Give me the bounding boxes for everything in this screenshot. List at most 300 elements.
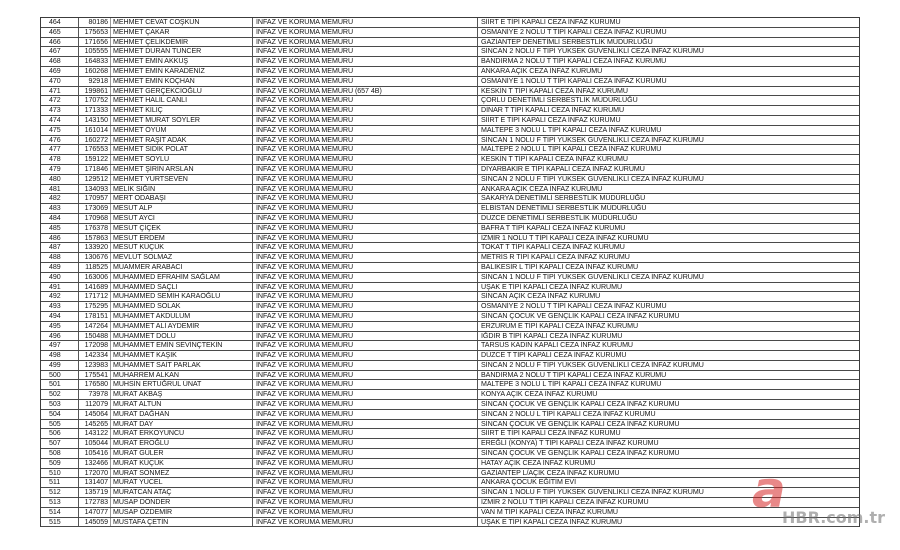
staff-institution: TARSUS KADIN KAPALI CEZA İNFAZ KURUMU	[481, 341, 634, 350]
table-row	[41, 469, 859, 479]
staff-institution: OSMANİYE 2 NOLU T TİPİ KAPALI CEZA İNFAZ KURUMU	[481, 27, 667, 36]
staff-name: MEHMET SIDIK POLAT	[111, 145, 253, 154]
staff-name: MURAT KÜÇÜK	[111, 459, 253, 468]
staff-institution: OSMANİYE 1 NOLU T TİPİ KAPALI CEZA İNFAZ KURUMU	[481, 76, 667, 85]
staff-id: 171656	[79, 38, 111, 47]
staff-id: 176580	[79, 380, 111, 389]
staff-name: MURAT AKBAŞ	[111, 390, 253, 399]
table-row	[41, 361, 859, 371]
staff-title: İNFAZ VE KORUMA MEMURU	[253, 136, 478, 145]
staff-id: 163006	[79, 273, 111, 282]
staff-institution: ANKARA AÇIK CEZA İNFAZ KURUMU	[481, 66, 603, 75]
staff-name: MUHAMMED SOLAK	[111, 302, 253, 311]
staff-name: MURAT SÖNMEZ	[111, 469, 253, 478]
staff-institution: ELBİSTAN DENETİMLİ SERBESTLİK MÜDÜRLÜĞÜ	[481, 204, 647, 213]
row-number: 485	[41, 224, 79, 233]
staff-name: MEHMET HALİL CANLI	[111, 96, 253, 105]
staff-name: MEHMET KILIÇ	[111, 106, 253, 115]
staff-name: MUHAMMET ALİ AYDEMİR	[111, 322, 253, 331]
staff-institution: GAZİANTEP DENETİMLİ SERBESTLİK MÜDÜRLÜĞÜ	[481, 37, 653, 46]
staff-institution: BALIKESİR L TİPİ KAPALI CEZA İNFAZ KURUMU	[481, 262, 639, 271]
staff-id: 142334	[79, 351, 111, 360]
staff-id: 105416	[79, 449, 111, 458]
staff-institution: SİNCAN 1 NOLU F TİPİ YÜKSEK GÜVENLİKLİ CEZA İNFAZ KURUMU	[481, 272, 704, 281]
staff-name: MELİK SIĞIN	[111, 185, 253, 194]
staff-name: MUHARREM ALKAN	[111, 371, 253, 380]
watermark-logo-mark: a	[752, 461, 786, 519]
row-number: 466	[41, 38, 79, 47]
staff-id: 147077	[79, 508, 111, 517]
row-number: 505	[41, 420, 79, 429]
staff-institution: SAKARYA DENETİMLİ SERBESTLİK MÜDÜRLÜĞÜ	[481, 194, 646, 203]
staff-institution: EREĞLİ (KONYA) T TİPİ KAPALI CEZA İNFAZ KURUMU	[481, 439, 659, 448]
row-number: 491	[41, 283, 79, 292]
row-number: 511	[41, 478, 79, 487]
table-row	[41, 47, 859, 57]
staff-title: İNFAZ VE KORUMA MEMURU	[253, 96, 478, 105]
staff-id: 141689	[79, 283, 111, 292]
staff-id: 170957	[79, 194, 111, 203]
staff-name: MEHMET ÇELİKDEMİR	[111, 38, 253, 47]
staff-name: MUHAMMED EFRAHİM SAĞLAM	[111, 273, 253, 282]
staff-institution: HATAY AÇIK CEZA İNFAZ KURUMU	[481, 458, 596, 467]
staff-title: İNFAZ VE KORUMA MEMURU	[253, 283, 478, 292]
row-number: 478	[41, 155, 79, 164]
staff-title: İNFAZ VE KORUMA MEMURU	[253, 57, 478, 66]
staff-title: İNFAZ VE KORUMA MEMURU	[253, 371, 478, 380]
staff-institution: SİNCAN ÇOCUK VE GENÇLİK KAPALI CEZA İNFAZ KURUMU	[481, 419, 680, 428]
staff-id: 160268	[79, 67, 111, 76]
staff-name: MURAT YÜCEL	[111, 478, 253, 487]
staff-institution: BAFRA T TİPİ KAPALI CEZA İNFAZ KURUMU	[481, 223, 626, 232]
staff-id: 129512	[79, 175, 111, 184]
table-row	[41, 439, 859, 449]
staff-name: MEHMET EMİN AKKUŞ	[111, 57, 253, 66]
staff-title: İNFAZ VE KORUMA MEMURU	[253, 302, 478, 311]
row-number: 465	[41, 28, 79, 37]
table-row	[41, 302, 859, 312]
row-number: 492	[41, 292, 79, 301]
staff-name: MUSAP DÖNDER	[111, 498, 253, 507]
staff-institution: SİNCAN 1 NOLU F TİPİ YÜKSEK GÜVENLİKLİ CEZA İNFAZ KURUMU	[481, 135, 704, 144]
staff-name: MURAT GÜLER	[111, 449, 253, 458]
staff-name: MESUT ERDEM	[111, 234, 253, 243]
staff-name: MUHAMMED SEMİH KARAOĞLU	[111, 292, 253, 301]
staff-name: MUHSİN ERTUĞRUL ÜNAT	[111, 380, 253, 389]
table-row	[41, 263, 859, 273]
staff-title: İNFAZ VE KORUMA MEMURU	[253, 322, 478, 331]
row-number: 510	[41, 469, 79, 478]
row-number: 502	[41, 390, 79, 399]
staff-name: MUHAMMET SAİT PARLAK	[111, 361, 253, 370]
staff-institution: SİNCAN 2 NOLU L TİPİ KAPALI CEZA İNFAZ KURUMU	[481, 409, 656, 418]
staff-title: İNFAZ VE KORUMA MEMURU	[253, 234, 478, 243]
table-row	[41, 371, 859, 381]
staff-title: İNFAZ VE KORUMA MEMURU	[253, 351, 478, 360]
staff-institution: OSMANİYE 2 NOLU T TİPİ KAPALI CEZA İNFAZ KURUMU	[481, 302, 667, 311]
staff-id: 145059	[79, 518, 111, 527]
row-number: 493	[41, 302, 79, 311]
personnel-table	[40, 17, 860, 527]
staff-id: 175295	[79, 302, 111, 311]
staff-institution: IĞDIR B TİPİ KAPALI CEZA İNFAZ KURUMU	[481, 331, 623, 340]
staff-id: 172783	[79, 498, 111, 507]
staff-title: İNFAZ VE KORUMA MEMURU (657 4B)	[253, 87, 478, 96]
table-row	[41, 185, 859, 195]
staff-institution: GAZİANTEP L/AÇIK CEZA İNFAZ KURUMU	[481, 468, 620, 477]
staff-name: MURATCAN ATAÇ	[111, 488, 253, 497]
table-row	[41, 87, 859, 97]
staff-name: MUSTAFA ÇETİN	[111, 518, 253, 527]
staff-id: 105044	[79, 439, 111, 448]
staff-title: İNFAZ VE KORUMA MEMURU	[253, 400, 478, 409]
staff-name: MEHMET YURTSEVEN	[111, 175, 253, 184]
table-row	[41, 155, 859, 165]
staff-institution: SİNCAN 2 NOLU F TİPİ YÜKSEK GÜVENLİKLİ CEZA İNFAZ KURUMU	[481, 360, 704, 369]
staff-title: İNFAZ VE KORUMA MEMURU	[253, 224, 478, 233]
table-row	[41, 194, 859, 204]
staff-institution: SİİRT E TİPİ KAPALI CEZA İNFAZ KURUMU	[481, 115, 621, 124]
staff-institution: SİİRT E TİPİ KAPALI CEZA İNFAZ KURUMU	[481, 429, 621, 438]
row-number: 476	[41, 136, 79, 145]
table-row	[41, 165, 859, 175]
staff-id: 173069	[79, 204, 111, 213]
staff-institution: DÜZCE DENETİMLİ SERBESTLİK MÜDÜRLÜĞÜ	[481, 213, 638, 222]
table-row	[41, 28, 859, 38]
row-number: 483	[41, 204, 79, 213]
staff-name: MEHMET EMİN KOÇHAN	[111, 77, 253, 86]
staff-title: İNFAZ VE KORUMA MEMURU	[253, 253, 478, 262]
staff-id: 73978	[79, 390, 111, 399]
staff-name: MEHMET MURAT SÖYLER	[111, 116, 253, 125]
staff-institution: KESKİN T TİPİ KAPALI CEZA İNFAZ KURUMU	[481, 155, 628, 164]
staff-institution: ANKARA ÇOCUK EĞİTİM EVİ	[481, 478, 577, 487]
staff-id: 171712	[79, 292, 111, 301]
staff-name: MEHMET ÖYÜM	[111, 126, 253, 135]
staff-title: İNFAZ VE KORUMA MEMURU	[253, 312, 478, 321]
staff-id: 150488	[79, 332, 111, 341]
staff-title: İNFAZ VE KORUMA MEMURU	[253, 155, 478, 164]
staff-id: 175653	[79, 28, 111, 37]
staff-name: MERT ODABAŞI	[111, 194, 253, 203]
row-number: 482	[41, 194, 79, 203]
staff-name: MEHMET GERÇEKCİOĞLU	[111, 87, 253, 96]
row-number: 475	[41, 126, 79, 135]
staff-institution: UŞAK E TİPİ KAPALI CEZA İNFAZ KURUMU	[481, 282, 623, 291]
staff-institution: MALTEPE 2 NOLU L TİPİ KAPALI CEZA İNFAZ KURUMU	[481, 145, 662, 154]
staff-id: 80186	[79, 18, 111, 27]
staff-name: MURAT ERKOYUNCU	[111, 429, 253, 438]
staff-name: MUHAMMET KAŞIK	[111, 351, 253, 360]
staff-title: İNFAZ VE KORUMA MEMURU	[253, 469, 478, 478]
staff-title: İNFAZ VE KORUMA MEMURU	[253, 518, 478, 527]
row-number: 464	[41, 18, 79, 27]
staff-name: MEHMET SOYLU	[111, 155, 253, 164]
staff-title: İNFAZ VE KORUMA MEMURU	[253, 106, 478, 115]
staff-institution: DÜZCE T TİPİ KAPALI CEZA İNFAZ KURUMU	[481, 351, 627, 360]
staff-name: MESUT ALP	[111, 204, 253, 213]
staff-institution: BANDIRMA 2 NOLU T TİPİ KAPALI CEZA İNFAZ KURUMU	[481, 370, 667, 379]
staff-title: İNFAZ VE KORUMA MEMURU	[253, 380, 478, 389]
staff-institution: METRİS R TİPİ KAPALI CEZA İNFAZ KURUMU	[481, 253, 630, 262]
staff-title: İNFAZ VE KORUMA MEMURU	[253, 273, 478, 282]
staff-name: MUHAMMED SAÇLI	[111, 283, 253, 292]
staff-title: İNFAZ VE KORUMA MEMURU	[253, 449, 478, 458]
staff-id: 175541	[79, 371, 111, 380]
staff-institution: ÇORLU DENETİMLİ SERBESTLİK MÜDÜRLÜĞÜ	[481, 96, 638, 105]
table-row	[41, 410, 859, 420]
staff-id: 134093	[79, 185, 111, 194]
row-number: 473	[41, 106, 79, 115]
staff-name: MUAMMER ARABACI	[111, 263, 253, 272]
staff-title: İNFAZ VE KORUMA MEMURU	[253, 292, 478, 301]
table-row	[41, 518, 859, 528]
staff-title: İNFAZ VE KORUMA MEMURU	[253, 145, 478, 154]
row-number: 489	[41, 263, 79, 272]
row-number: 480	[41, 175, 79, 184]
table-row	[41, 214, 859, 224]
table-row	[41, 322, 859, 332]
staff-institution: TOKAT T TİPİ KAPALI CEZA İNFAZ KURUMU	[481, 243, 625, 252]
row-number: 499	[41, 361, 79, 370]
staff-name: MUHAMMET EMİN SEVİNÇTEKİN	[111, 341, 253, 350]
table-row	[41, 77, 859, 87]
staff-title: İNFAZ VE KORUMA MEMURU	[253, 116, 478, 125]
staff-title: İNFAZ VE KORUMA MEMURU	[253, 390, 478, 399]
staff-id: 92918	[79, 77, 111, 86]
row-number: 471	[41, 87, 79, 96]
staff-name: MUHAMMET AKDULUM	[111, 312, 253, 321]
table-row	[41, 175, 859, 185]
table-row	[41, 204, 859, 214]
staff-institution: DİYARBAKIR E TİPİ KAPALI CEZA İNFAZ KURUMU	[481, 164, 645, 173]
staff-id: 172070	[79, 469, 111, 478]
staff-title: İNFAZ VE KORUMA MEMURU	[253, 126, 478, 135]
table-row	[41, 332, 859, 342]
row-number: 469	[41, 67, 79, 76]
row-number: 513	[41, 498, 79, 507]
row-number: 496	[41, 332, 79, 341]
table-row	[41, 106, 859, 116]
staff-id: 170752	[79, 96, 111, 105]
staff-institution: UŞAK E TİPİ KAPALI CEZA İNFAZ KURUMU	[481, 517, 623, 526]
table-row	[41, 136, 859, 146]
staff-id: 172098	[79, 341, 111, 350]
staff-id: 176553	[79, 145, 111, 154]
staff-name: MESUT AYCI	[111, 214, 253, 223]
table-row	[41, 488, 859, 498]
table-row	[41, 498, 859, 508]
staff-name: MESUT ÇİÇEK	[111, 224, 253, 233]
table-row	[41, 116, 859, 126]
row-number: 470	[41, 77, 79, 86]
staff-title: İNFAZ VE KORUMA MEMURU	[253, 488, 478, 497]
staff-id: 145265	[79, 420, 111, 429]
staff-institution: SİNCAN AÇIK CEZA İNFAZ KURUMU	[481, 292, 601, 301]
staff-name: MURAT DAY	[111, 420, 253, 429]
staff-title: İNFAZ VE KORUMA MEMURU	[253, 67, 478, 76]
row-number: 515	[41, 518, 79, 527]
staff-title: İNFAZ VE KORUMA MEMURU	[253, 204, 478, 213]
staff-name: MEHMET EMİN KARADENİZ	[111, 67, 253, 76]
row-number: 497	[41, 341, 79, 350]
staff-name: MUHAMMET DOLU	[111, 332, 253, 341]
row-number: 506	[41, 429, 79, 438]
row-number: 498	[41, 351, 79, 360]
row-number: 477	[41, 145, 79, 154]
staff-id: 118525	[79, 263, 111, 272]
staff-title: İNFAZ VE KORUMA MEMURU	[253, 185, 478, 194]
table-row	[41, 429, 859, 439]
staff-title: İNFAZ VE KORUMA MEMURU	[253, 341, 478, 350]
row-number: 500	[41, 371, 79, 380]
table-row	[41, 449, 859, 459]
staff-title: İNFAZ VE KORUMA MEMURU	[253, 498, 478, 507]
staff-name: MEHMET DURAN TUNCER	[111, 47, 253, 56]
table-row	[41, 234, 859, 244]
staff-institution: ANKARA AÇIK CEZA İNFAZ KURUMU	[481, 184, 603, 193]
staff-id: 199861	[79, 87, 111, 96]
staff-name: MURAT DAĞHAN	[111, 410, 253, 419]
staff-title: İNFAZ VE KORUMA MEMURU	[253, 410, 478, 419]
staff-id: 112079	[79, 400, 111, 409]
row-number: 488	[41, 253, 79, 262]
row-number: 490	[41, 273, 79, 282]
staff-institution: KESKİN T TİPİ KAPALI CEZA İNFAZ KURUMU	[481, 86, 628, 95]
staff-institution: KONYA AÇIK CEZA İNFAZ KURUMU	[481, 390, 598, 399]
row-number: 494	[41, 312, 79, 321]
staff-institution: SİNCAN 1 NOLU F TİPİ YÜKSEK GÜVENLİKLİ CEZA İNFAZ KURUMU	[481, 488, 704, 497]
staff-id: 123983	[79, 361, 111, 370]
staff-institution: SİİRT E TİPİ KAPALI CEZA İNFAZ KURUMU	[481, 18, 621, 26]
staff-id: 176378	[79, 224, 111, 233]
staff-id: 105555	[79, 47, 111, 56]
table-row	[41, 96, 859, 106]
table-row	[41, 341, 859, 351]
table-row	[41, 145, 859, 155]
staff-id: 130676	[79, 253, 111, 262]
staff-institution: İZMİR 2 NOLU T TİPİ KAPALI CEZA İNFAZ KURUMU	[481, 498, 649, 507]
staff-name: MEHMET ŞİRİN ARSLAN	[111, 165, 253, 174]
staff-id: 147264	[79, 322, 111, 331]
row-number: 508	[41, 449, 79, 458]
staff-institution: SİNCAN ÇOCUK VE GENÇLİK KAPALI CEZA İNFAZ KURUMU	[481, 449, 680, 458]
staff-title: İNFAZ VE KORUMA MEMURU	[253, 38, 478, 47]
table-row	[41, 459, 859, 469]
staff-title: İNFAZ VE KORUMA MEMURU	[253, 263, 478, 272]
table-row	[41, 18, 859, 28]
staff-name: MEHMET RAŞİT ADAK	[111, 136, 253, 145]
row-number: 503	[41, 400, 79, 409]
table-row	[41, 478, 859, 488]
row-number: 474	[41, 116, 79, 125]
row-number: 472	[41, 96, 79, 105]
staff-id: 164833	[79, 57, 111, 66]
staff-id: 145064	[79, 410, 111, 419]
staff-institution: SİNCAN ÇOCUK VE GENÇLİK KAPALI CEZA İNFAZ KURUMU	[481, 311, 680, 320]
watermark-text: HBR.com.tr	[782, 508, 886, 527]
staff-id: 157863	[79, 234, 111, 243]
staff-title: İNFAZ VE KORUMA MEMURU	[253, 77, 478, 86]
row-number: 467	[41, 47, 79, 56]
staff-title: İNFAZ VE KORUMA MEMURU	[253, 439, 478, 448]
staff-id: 171333	[79, 106, 111, 115]
staff-name: MURAT EROĞLU	[111, 439, 253, 448]
table-row	[41, 38, 859, 48]
staff-title: İNFAZ VE KORUMA MEMURU	[253, 165, 478, 174]
table-row	[41, 243, 859, 253]
staff-name: MEVLÜT SOLMAZ	[111, 253, 253, 262]
staff-title: İNFAZ VE KORUMA MEMURU	[253, 243, 478, 252]
staff-institution: SİNCAN ÇOCUK VE GENÇLİK KAPALI CEZA İNFAZ KURUMU	[481, 400, 680, 409]
row-number: 507	[41, 439, 79, 448]
row-number: 481	[41, 185, 79, 194]
row-number: 479	[41, 165, 79, 174]
staff-id: 131407	[79, 478, 111, 487]
staff-name: MEHMET ÇAKAR	[111, 28, 253, 37]
staff-id: 170968	[79, 214, 111, 223]
staff-institution: ERZURUM E TİPİ KAPALI CEZA İNFAZ KURUMU	[481, 321, 639, 330]
staff-title: İNFAZ VE KORUMA MEMURU	[253, 175, 478, 184]
staff-title: İNFAZ VE KORUMA MEMURU	[253, 361, 478, 370]
table-row	[41, 283, 859, 293]
staff-title: İNFAZ VE KORUMA MEMURU	[253, 194, 478, 203]
staff-institution: DİNAR T TİPİ KAPALI CEZA İNFAZ KURUMU	[481, 106, 625, 115]
row-number: 514	[41, 508, 79, 517]
staff-institution: SİNCAN 2 NOLU F TİPİ YÜKSEK GÜVENLİKLİ CEZA İNFAZ KURUMU	[481, 174, 704, 183]
staff-id: 171846	[79, 165, 111, 174]
staff-institution: İZMİR 1 NOLU T TİPİ KAPALI CEZA İNFAZ KURUMU	[481, 233, 649, 242]
staff-id: 178151	[79, 312, 111, 321]
staff-title: İNFAZ VE KORUMA MEMURU	[253, 459, 478, 468]
staff-title: İNFAZ VE KORUMA MEMURU	[253, 47, 478, 56]
row-number: 468	[41, 57, 79, 66]
row-number: 495	[41, 322, 79, 331]
row-number: 487	[41, 243, 79, 252]
staff-id: 143122	[79, 429, 111, 438]
table-row	[41, 57, 859, 67]
staff-title: İNFAZ VE KORUMA MEMURU	[253, 420, 478, 429]
staff-title: İNFAZ VE KORUMA MEMURU	[253, 214, 478, 223]
table-row	[41, 253, 859, 263]
staff-id: 160272	[79, 136, 111, 145]
staff-title: İNFAZ VE KORUMA MEMURU	[253, 478, 478, 487]
table-row	[41, 126, 859, 136]
staff-institution: MALTEPE 3 NOLU L TİPİ KAPALI CEZA İNFAZ KURUMU	[481, 380, 662, 389]
staff-name: MEHMET CEVAT COŞKUN	[111, 18, 253, 27]
table-row	[41, 420, 859, 430]
staff-name: MUSAP ÖZDEMİR	[111, 508, 253, 517]
table-row	[41, 400, 859, 410]
table-row	[41, 292, 859, 302]
staff-id: 161014	[79, 126, 111, 135]
staff-id: 133920	[79, 243, 111, 252]
table-row	[41, 390, 859, 400]
staff-institution: SİNCAN 2 NOLU F TİPİ YÜKSEK GÜVENLİKLİ CEZA İNFAZ KURUMU	[481, 47, 704, 56]
staff-id: 132466	[79, 459, 111, 468]
table-row	[41, 67, 859, 77]
staff-institution: BANDIRMA 2 NOLU T TİPİ KAPALI CEZA İNFAZ KURUMU	[481, 57, 667, 66]
table-row	[41, 224, 859, 234]
table-row	[41, 312, 859, 322]
row-number: 501	[41, 380, 79, 389]
row-number: 504	[41, 410, 79, 419]
row-number: 486	[41, 234, 79, 243]
staff-title: İNFAZ VE KORUMA MEMURU	[253, 18, 478, 27]
table-row	[41, 351, 859, 361]
table-row	[41, 273, 859, 283]
staff-name: MURAT ALTUN	[111, 400, 253, 409]
